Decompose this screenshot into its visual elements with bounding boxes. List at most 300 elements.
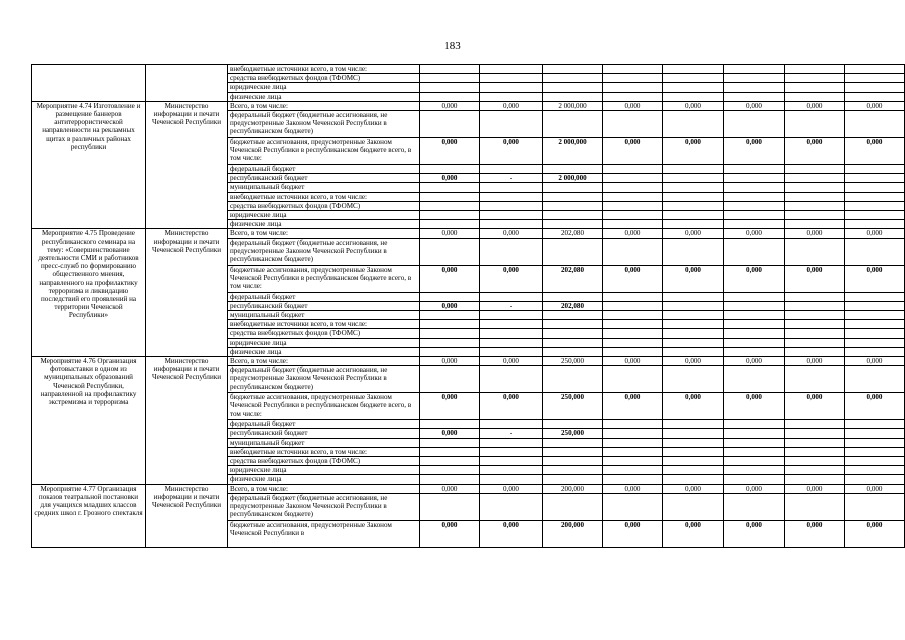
- value-cell: 0,000: [480, 484, 543, 493]
- value-cell: [663, 192, 724, 201]
- source-label: физические лица: [228, 475, 420, 484]
- value-cell: 202,080: [543, 265, 603, 292]
- value-cell: [785, 174, 845, 183]
- value-cell: [420, 292, 480, 301]
- value-cell: [420, 192, 480, 201]
- value-cell: [845, 493, 905, 520]
- value-cell: [420, 111, 480, 138]
- value-cell: [724, 301, 785, 310]
- value-cell: [480, 329, 543, 338]
- executor-cell: Министерство информации и печати Чеченской Республики: [146, 101, 228, 229]
- value-cell: 0,000: [603, 357, 663, 366]
- value-cell: [724, 447, 785, 456]
- value-cell: [480, 192, 543, 201]
- table-row: [32, 65, 905, 74]
- value-cell: [663, 301, 724, 310]
- value-cell: [420, 183, 480, 192]
- value-cell: 0,000: [420, 138, 480, 165]
- value-cell: [543, 475, 603, 484]
- value-cell: 202,080: [543, 229, 603, 238]
- event-name-cell: Мероприятие 4.76 Организация фотовыставки в одном из муниципальных образований Чеченской Республики, направленной на профилактику экстремизма и терроризма: [32, 357, 146, 485]
- value-cell: [543, 211, 603, 220]
- value-cell: 0,000: [603, 520, 663, 547]
- value-cell: [543, 466, 603, 475]
- value-cell: [724, 211, 785, 220]
- executor-cell: Министерство информации и печати Чеченской Республики: [146, 357, 228, 485]
- value-cell: 250,000: [543, 393, 603, 420]
- value-cell: [480, 292, 543, 301]
- value-cell: [724, 311, 785, 320]
- executor-cell: Министерство информации и печати Чеченской Республики: [146, 229, 228, 357]
- value-cell: -: [480, 301, 543, 310]
- value-cell: 0,000: [480, 357, 543, 366]
- value-cell: [480, 347, 543, 356]
- value-cell: [663, 211, 724, 220]
- source-label: республиканский бюджет: [228, 301, 420, 310]
- source-label: федеральный бюджет (бюджетные ассигнования, не предусмотренные Законом Чеченской Республики в республиканском бюджете): [228, 111, 420, 138]
- value-cell: [543, 320, 603, 329]
- value-cell: [480, 238, 543, 265]
- source-label: муниципальный бюджет: [228, 183, 420, 192]
- value-cell: [420, 211, 480, 220]
- value-cell: [603, 301, 663, 310]
- value-cell: [785, 111, 845, 138]
- value-cell: [543, 165, 603, 174]
- source-label: юридические лица: [228, 338, 420, 347]
- value-cell: 0,000: [845, 520, 905, 547]
- source-label: Всего, в том числе:: [228, 229, 420, 238]
- table-row: [32, 229, 905, 238]
- value-cell: [845, 111, 905, 138]
- value-cell: 0,000: [420, 265, 480, 292]
- value-cell: 0,000: [663, 357, 724, 366]
- source-label: федеральный бюджет: [228, 165, 420, 174]
- value-cell: [724, 420, 785, 429]
- value-cell: [420, 165, 480, 174]
- value-cell: [724, 174, 785, 183]
- event-name-cell: Мероприятие 4.77 Организация показов театральной постановки для учащихся младших классов средних школ г. Грозного спектакля: [32, 484, 146, 547]
- value-cell: [845, 338, 905, 347]
- value-cell: [603, 438, 663, 447]
- value-cell: [724, 220, 785, 229]
- value-cell: 0,000: [724, 265, 785, 292]
- value-cell: [663, 165, 724, 174]
- value-cell: [420, 366, 480, 393]
- value-cell: [663, 438, 724, 447]
- value-cell: [845, 201, 905, 210]
- value-cell: 0,000: [480, 138, 543, 165]
- value-cell: [420, 220, 480, 229]
- source-label: республиканский бюджет: [228, 429, 420, 438]
- value-cell: [663, 311, 724, 320]
- value-cell: [480, 165, 543, 174]
- value-cell: [724, 438, 785, 447]
- value-cell: [603, 238, 663, 265]
- value-cell: [543, 457, 603, 466]
- value-cell: [420, 475, 480, 484]
- value-cell: 0,000: [724, 229, 785, 238]
- value-cell: [785, 429, 845, 438]
- value-cell: [663, 320, 724, 329]
- event-name-cell: Мероприятие 4.74 Изготовление и размещение баннеров антитеррористической направленности на рекламных щитах в различных районах республики: [32, 101, 146, 229]
- source-label: республиканский бюджет: [228, 174, 420, 183]
- source-label: средства внебюджетных фондов (ТФОМС): [228, 74, 420, 83]
- value-cell: [480, 111, 543, 138]
- value-cell: 0,000: [845, 138, 905, 165]
- value-cell: [724, 338, 785, 347]
- value-cell: [603, 192, 663, 201]
- value-cell: [845, 301, 905, 310]
- value-cell: [543, 311, 603, 320]
- value-cell: [543, 238, 603, 265]
- value-cell: [785, 320, 845, 329]
- source-label: юридические лица: [228, 211, 420, 220]
- value-cell: [480, 475, 543, 484]
- table-row: [32, 357, 905, 366]
- value-cell: 0,000: [480, 265, 543, 292]
- value-cell: [480, 466, 543, 475]
- value-cell: 0,000: [603, 138, 663, 165]
- value-cell: [603, 447, 663, 456]
- value-cell: [480, 220, 543, 229]
- value-cell: [724, 201, 785, 210]
- value-cell: [480, 211, 543, 220]
- value-cell: [724, 466, 785, 475]
- value-cell: [724, 493, 785, 520]
- value-cell: [845, 220, 905, 229]
- value-cell: [724, 111, 785, 138]
- value-cell: [785, 211, 845, 220]
- value-cell: [543, 447, 603, 456]
- value-cell: [663, 457, 724, 466]
- value-cell: [480, 420, 543, 429]
- source-label: физические лица: [228, 347, 420, 356]
- value-cell: 0,000: [785, 393, 845, 420]
- value-cell: 200,000: [543, 520, 603, 547]
- value-cell: [724, 329, 785, 338]
- source-label: федеральный бюджет (бюджетные ассигнования, не предусмотренные Законом Чеченской Республики в республиканском бюджете): [228, 238, 420, 265]
- value-cell: [845, 311, 905, 320]
- value-cell: [480, 457, 543, 466]
- source-label: юридические лица: [228, 83, 420, 92]
- value-cell: 0,000: [724, 101, 785, 110]
- source-label: Всего, в том числе:: [228, 484, 420, 493]
- value-cell: [845, 329, 905, 338]
- value-cell: [420, 311, 480, 320]
- value-cell: [543, 183, 603, 192]
- value-cell: [480, 183, 543, 192]
- value-cell: [663, 475, 724, 484]
- value-cell: [603, 338, 663, 347]
- value-cell: 0,000: [420, 229, 480, 238]
- value-cell: 0,000: [420, 101, 480, 110]
- source-label: бюджетные ассигнования, предусмотренные Законом Чеченской Республики в республиканском бюджете всего, в том числе:: [228, 393, 420, 420]
- value-cell: 0,000: [663, 393, 724, 420]
- value-cell: 0,000: [480, 229, 543, 238]
- budget-table: [31, 64, 905, 548]
- value-cell: [480, 320, 543, 329]
- value-cell: [420, 238, 480, 265]
- value-cell: [420, 466, 480, 475]
- value-cell: [663, 466, 724, 475]
- event-name-cell: [32, 65, 146, 102]
- value-cell: [845, 238, 905, 265]
- value-cell: 0,000: [724, 520, 785, 547]
- value-cell: 2 000,000: [543, 174, 603, 183]
- value-cell: 0,000: [603, 484, 663, 493]
- value-cell: [603, 165, 663, 174]
- value-cell: 2 000,000: [543, 138, 603, 165]
- value-cell: 0,000: [785, 484, 845, 493]
- value-cell: [785, 366, 845, 393]
- value-cell: [785, 301, 845, 310]
- value-cell: [663, 366, 724, 393]
- source-label: федеральный бюджет (бюджетные ассигнования, не предусмотренные Законом Чеченской Республики в республиканском бюджете): [228, 366, 420, 393]
- source-label: федеральный бюджет (бюджетные ассигнования, не предусмотренные Законом Чеченской Республики в республиканском бюджете): [228, 493, 420, 520]
- value-cell: [543, 201, 603, 210]
- value-cell: 0,000: [663, 138, 724, 165]
- value-cell: [420, 201, 480, 210]
- value-cell: 250,000: [543, 357, 603, 366]
- value-cell: 0,000: [845, 484, 905, 493]
- source-label: физические лица: [228, 92, 420, 101]
- value-cell: 0,000: [603, 393, 663, 420]
- value-cell: [845, 174, 905, 183]
- source-label: бюджетные ассигнования, предусмотренные Законом Чеченской Республики в республиканском бюджете всего, в том числе:: [228, 138, 420, 165]
- value-cell: [603, 329, 663, 338]
- value-cell: [785, 201, 845, 210]
- value-cell: [785, 183, 845, 192]
- table-row: [32, 484, 905, 493]
- source-label: муниципальный бюджет: [228, 311, 420, 320]
- value-cell: [420, 447, 480, 456]
- value-cell: 202,080: [543, 301, 603, 310]
- value-cell: [663, 238, 724, 265]
- value-cell: [785, 238, 845, 265]
- value-cell: [724, 165, 785, 174]
- value-cell: [480, 338, 543, 347]
- value-cell: [603, 429, 663, 438]
- value-cell: [663, 220, 724, 229]
- event-name-cell: Мероприятие 4.75 Проведение республиканского семинара на тему: «Совершенствование деятельности СМИ и работников пресс-служб по формированию общественного мнения, направленного на профилактику терроризма и ликвидацию последствий его проявлений на территории Чеченской Республики»: [32, 229, 146, 357]
- value-cell: [845, 165, 905, 174]
- value-cell: [543, 420, 603, 429]
- value-cell: [663, 292, 724, 301]
- value-cell: [420, 320, 480, 329]
- value-cell: [663, 447, 724, 456]
- value-cell: [480, 366, 543, 393]
- value-cell: 0,000: [663, 265, 724, 292]
- source-label: средства внебюджетных фондов (ТФОМС): [228, 329, 420, 338]
- value-cell: [724, 475, 785, 484]
- value-cell: [845, 475, 905, 484]
- value-cell: 0,000: [845, 357, 905, 366]
- value-cell: [420, 457, 480, 466]
- value-cell: [543, 329, 603, 338]
- value-cell: 0,000: [785, 229, 845, 238]
- value-cell: [724, 366, 785, 393]
- value-cell: 0,000: [420, 393, 480, 420]
- value-cell: [420, 438, 480, 447]
- value-cell: 0,000: [480, 393, 543, 420]
- value-cell: [724, 429, 785, 438]
- source-label: внебюджетные источники всего, в том числе:: [228, 192, 420, 201]
- value-cell: [603, 201, 663, 210]
- value-cell: [543, 192, 603, 201]
- value-cell: [663, 201, 724, 210]
- value-cell: [785, 311, 845, 320]
- value-cell: [785, 466, 845, 475]
- value-cell: 0,000: [724, 138, 785, 165]
- value-cell: 0,000: [785, 138, 845, 165]
- value-cell: [845, 211, 905, 220]
- value-cell: [663, 420, 724, 429]
- value-cell: 0,000: [480, 101, 543, 110]
- value-cell: [663, 183, 724, 192]
- value-cell: [663, 429, 724, 438]
- value-cell: [845, 320, 905, 329]
- value-cell: [845, 466, 905, 475]
- value-cell: 0,000: [603, 265, 663, 292]
- value-cell: [420, 338, 480, 347]
- value-cell: [845, 420, 905, 429]
- value-cell: 2 000,000: [543, 101, 603, 110]
- value-cell: [845, 292, 905, 301]
- value-cell: [603, 475, 663, 484]
- value-cell: 0,000: [845, 229, 905, 238]
- value-cell: [603, 292, 663, 301]
- value-cell: [420, 347, 480, 356]
- value-cell: [603, 211, 663, 220]
- value-cell: [724, 320, 785, 329]
- value-cell: 0,000: [420, 484, 480, 493]
- value-cell: [724, 238, 785, 265]
- value-cell: [543, 493, 603, 520]
- source-label: бюджетные ассигнования, предусмотренные Законом Чеченской Республики в республиканском бюджете всего, в том числе:: [228, 265, 420, 292]
- value-cell: [785, 338, 845, 347]
- value-cell: [845, 183, 905, 192]
- value-cell: [603, 466, 663, 475]
- value-cell: [603, 493, 663, 520]
- source-label: федеральный бюджет: [228, 292, 420, 301]
- value-cell: [543, 366, 603, 393]
- value-cell: 0,000: [663, 101, 724, 110]
- value-cell: [845, 347, 905, 356]
- page-number: 183: [444, 40, 461, 52]
- value-cell: 0,000: [845, 101, 905, 110]
- value-cell: [603, 174, 663, 183]
- value-cell: [785, 292, 845, 301]
- value-cell: [480, 493, 543, 520]
- value-cell: [785, 475, 845, 484]
- value-cell: [845, 438, 905, 447]
- value-cell: [785, 493, 845, 520]
- value-cell: 0,000: [724, 484, 785, 493]
- value-cell: [663, 174, 724, 183]
- value-cell: [603, 457, 663, 466]
- value-cell: 250,000: [543, 429, 603, 438]
- source-label: внебюджетные источники всего, в том числе:: [228, 320, 420, 329]
- value-cell: 0,000: [845, 265, 905, 292]
- source-label: бюджетные ассигнования, предусмотренные Законом Чеченской Республики в: [228, 520, 420, 547]
- value-cell: 0,000: [785, 357, 845, 366]
- value-cell: 0,000: [420, 301, 480, 310]
- value-cell: [480, 201, 543, 210]
- value-cell: 0,000: [603, 101, 663, 110]
- value-cell: [603, 320, 663, 329]
- source-label: Всего, в том числе:: [228, 101, 420, 110]
- value-cell: [845, 366, 905, 393]
- value-cell: [724, 457, 785, 466]
- source-label: внебюджетные источники всего, в том числе:: [228, 447, 420, 456]
- value-cell: -: [480, 174, 543, 183]
- value-cell: [785, 447, 845, 456]
- value-cell: 0,000: [663, 484, 724, 493]
- value-cell: 200,000: [543, 484, 603, 493]
- executor-cell: [146, 65, 228, 102]
- value-cell: [420, 329, 480, 338]
- source-label: физические лица: [228, 220, 420, 229]
- value-cell: [603, 347, 663, 356]
- value-cell: [603, 311, 663, 320]
- value-cell: 0,000: [420, 357, 480, 366]
- value-cell: 0,000: [785, 101, 845, 110]
- value-cell: [724, 292, 785, 301]
- value-cell: 0,000: [845, 393, 905, 420]
- source-label: федеральный бюджет: [228, 420, 420, 429]
- value-cell: [603, 183, 663, 192]
- value-cell: [785, 165, 845, 174]
- value-cell: [724, 192, 785, 201]
- value-cell: [543, 220, 603, 229]
- value-cell: [543, 292, 603, 301]
- value-cell: [845, 192, 905, 201]
- value-cell: 0,000: [785, 520, 845, 547]
- value-cell: [785, 192, 845, 201]
- source-label: юридические лица: [228, 466, 420, 475]
- source-label: внебюджетные источники всего, в том числе:: [228, 65, 420, 74]
- value-cell: [724, 183, 785, 192]
- value-cell: -: [480, 429, 543, 438]
- value-cell: [663, 111, 724, 138]
- value-cell: [603, 220, 663, 229]
- value-cell: [663, 329, 724, 338]
- value-cell: 0,000: [480, 520, 543, 547]
- value-cell: [785, 438, 845, 447]
- table-row: [32, 101, 905, 110]
- value-cell: 0,000: [420, 520, 480, 547]
- value-cell: [480, 438, 543, 447]
- value-cell: [845, 447, 905, 456]
- value-cell: [480, 447, 543, 456]
- value-cell: [480, 311, 543, 320]
- value-cell: [785, 329, 845, 338]
- value-cell: [603, 366, 663, 393]
- source-label: средства внебюджетных фондов (ТФОМС): [228, 457, 420, 466]
- source-label: Всего, в том числе:: [228, 357, 420, 366]
- value-cell: 0,000: [663, 229, 724, 238]
- value-cell: 0,000: [603, 229, 663, 238]
- value-cell: 0,000: [724, 393, 785, 420]
- value-cell: [845, 429, 905, 438]
- value-cell: 0,000: [724, 357, 785, 366]
- value-cell: [543, 111, 603, 138]
- value-cell: 0,000: [420, 174, 480, 183]
- source-label: муниципальный бюджет: [228, 438, 420, 447]
- value-cell: [663, 347, 724, 356]
- value-cell: [785, 457, 845, 466]
- value-cell: [420, 493, 480, 520]
